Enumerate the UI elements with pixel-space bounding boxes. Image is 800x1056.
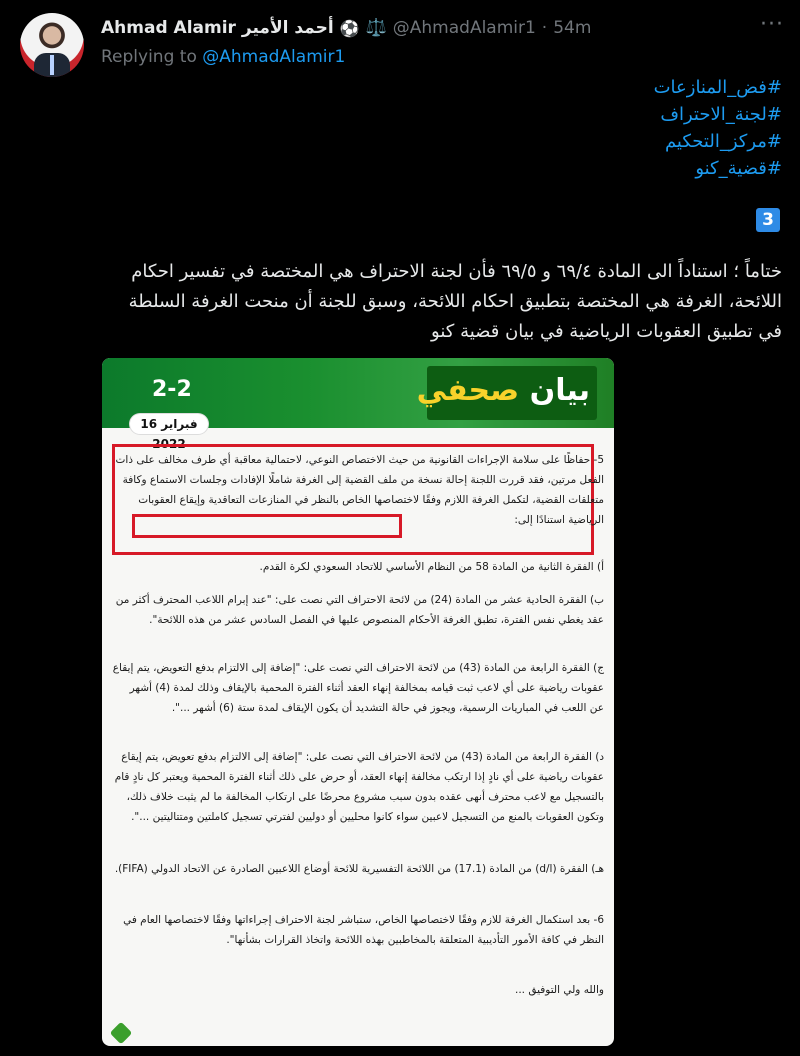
hashtag-link[interactable]: #مركز_التحكيم: [664, 131, 782, 152]
author-name[interactable]: Ahmad Alamir: [101, 18, 236, 38]
hashtag-list: [482, 74, 782, 182]
paragraph-c: ج) الفقرة الرابعة من المادة (43) من لائحة الاحتراف التي نصت على: "إضافة إلى الالتزام بدفع التعويض، يتم إيقاع عقوبات رياضية على أي لاعب ثبت قيامه بمخالفة إنهاء العقد أثناء الفترة المحمية بالإيقاف وذلك لمدة (4) أشهر عن اللعب في المباريات الرسمية، ويجوز في حالة التشديد أن يكون الإيقاف لمدة ستة (6) أشهر ...".: [112, 662, 604, 714]
author-handle[interactable]: @AhmadAlamir1: [392, 18, 536, 38]
avatar-tie: [50, 55, 54, 75]
author-avatar[interactable]: [20, 13, 84, 77]
reply-prefix: Replying to: [101, 47, 197, 67]
paragraph-b: ب) الفقرة الحادية عشر من المادة (24) من لائحة الاحتراف التي نصت على: "عند إبرام اللاعب المحترف أكثر من عقد يغطي نفس الفترة، تطبق الغرفة الأحكام المنصوص عليها في الفصل السادس عشر من هذه اللائحة".: [115, 594, 604, 626]
banner-title-part1: بيان: [519, 373, 590, 408]
separator-dot: ·: [541, 18, 548, 38]
paragraph-a: أ) الفقرة الثانية من المادة 58 من النظام الأساسي للاتحاد السعودي لكرة القدم.: [259, 561, 604, 573]
keycap-three-icon: 3: [756, 208, 780, 232]
balance-scale-icon: ⚖️: [365, 18, 387, 38]
paragraph-5: 5- حفاظًا على سلامة الإجراءات القانونية من حيث الاختصاص النوعي، لاحتمالية معاقبة أي طرف مخالف على ذات الفعل مرتين، فقد قررت اللجنة إحالة نسخة من ملف القضية إلى الغرفة شاملًا الإفادات وجلسات الاستماع وكافة متعلقات القضية، لتكمل الغرفة اللازم وفقًا لاختصاصها الخاص بالنظر في المنازعات التعاقدية وإيقاع العقوبات الرياضية استنادًا إلى:: [115, 454, 604, 526]
tweet-body-text: ختاماً ؛ استناداً الى المادة ٦٩/٤ و ٦٩/٥ فأن لجنة الاحتراف هي المختصة في تفسير احكام اللائحة، الغرفة هي المختصة بتطبيق احكام اللائحة، وسبق للجنة أن منحت الغرفة السلطة في تطبيق العقوبات الرياضية في بيان قضية كنو: [128, 261, 782, 342]
document-text: [112, 450, 604, 1046]
paragraph-d: د) الفقرة الرابعة من المادة (43) من لائحة الاحتراف التي نصت على: "إضافة إلى الالتزام بدفع تعويض، يتم إيقاع عقوبات رياضية على أي نادٍ إذا ارتكب مخالفة إنهاء العقد، أو حرض على ذلك أثناء الفترة المحمية ويعتبر كل نادٍ قام بالتسجيل مع لاعب محترف أنهى عقده بدون سبب مشروع محرضًا على ارتكاب المخالفة ما لم يثبت خلاف ذلك، وتكون العقوبات بالمنع من التسجيل لاعبين سواء كانوا محليين أو دوليين لفترتي تسجيل كاملتين ومتتاليتين ...".: [114, 751, 604, 823]
author-arabic-name[interactable]: أحمد الأمير: [241, 18, 334, 38]
banner-title-part2: صحفي: [416, 373, 520, 408]
soccer-ball-icon: ⚽: [339, 18, 360, 38]
hashtag-link[interactable]: #قضية_كنو: [695, 158, 782, 179]
closing-line: والله ولي التوفيق ...: [515, 984, 604, 996]
page-number: 2-2: [152, 377, 192, 402]
paragraph-6: 6- بعد استكمال الغرفة للازم وفقًا لاختصاصها الخاص، ستباشر لجنة الاحتراف إجراءاتها وفقًا لاختصاصها العام في النظر في كافة الأمور التأديبية المتعلقة بالمخاطبين بهذه اللائحة واتخاذ القرارات بشأنها".: [123, 914, 604, 946]
press-release-image[interactable]: [102, 358, 614, 1046]
hashtag-link[interactable]: #فض_المنازعات: [653, 77, 782, 98]
hashtag-link[interactable]: #لجنة_الاحتراف: [660, 104, 782, 125]
reply-context: [101, 47, 345, 67]
document-date: 16 فبراير 2022: [130, 414, 208, 434]
time-ago[interactable]: 54m: [553, 18, 592, 38]
tweet-header: [101, 16, 750, 40]
banner-title: [417, 373, 590, 408]
reply-to-link[interactable]: @AhmadAlamir1: [202, 47, 346, 67]
paragraph-e: هـ) الفقرة (d/l) من المادة (17.1) من اللائحة التفسيرية للائحة أوضاع اللاعبين الصادرة عن الاتحاد الدولي (FIFA).: [114, 863, 604, 875]
more-options-icon[interactable]: ···: [760, 12, 784, 37]
